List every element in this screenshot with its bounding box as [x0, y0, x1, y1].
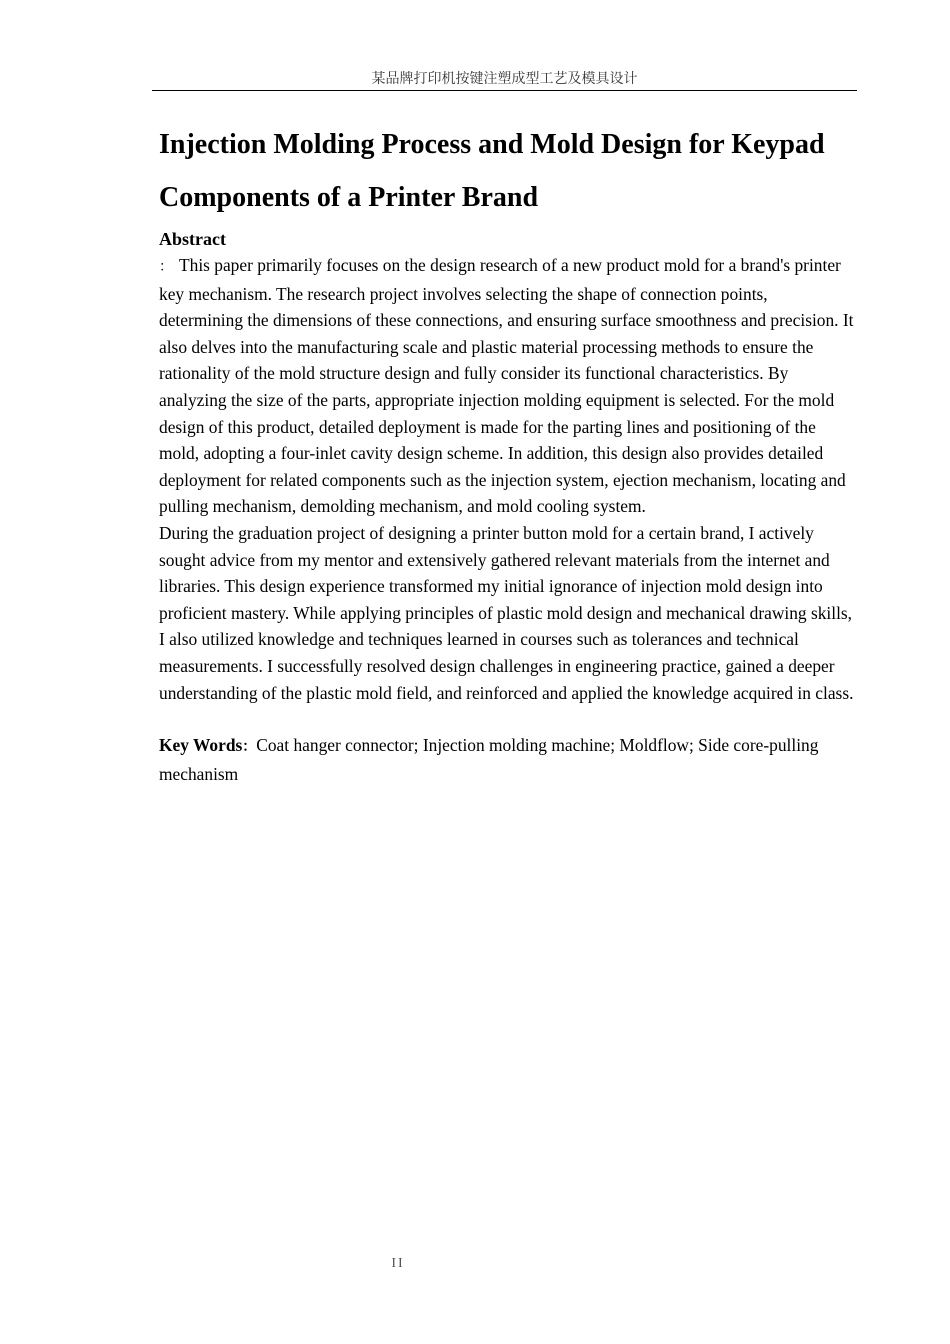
keywords-text: Coat hanger connector; Injection molding machine; Moldflow; Side core-pulling mechanism [159, 735, 819, 784]
abstract-paragraph-1-text: This paper primarily focuses on the design research of a new product mold for a brand's printer key mechanism. The research project involves selecting the shape of connection points, determining the dimensions of these connections, and ensuring surface smoothness and precision. It also delves into the manufacturing scale and plastic material processing methods to ensure the rationality of the mold structure design and fully consider its functional characteristics. By analyzing the size of the parts, appropriate injection molding equipment is selected. For the mold design of this product, detailed deployment is made for the parting lines and positioning of the mold, adopting a four-inlet cavity design scheme. In addition, this design also provides detailed deployment for related components such as the injection system, ejection mechanism, locating and pulling mechanism, demolding mechanism, and mold cooling system. [159, 255, 854, 517]
document-title-line1: Injection Molding Process and Mold Design for Keypad [159, 129, 825, 160]
document-title-line2: Components of a Printer Brand [159, 182, 539, 213]
page-content [159, 118, 854, 787]
document-title [159, 118, 854, 224]
abstract-paragraph-2: During the graduation project of designing a printer button mold for a certain brand, I actively sought advice from my mentor and extensively gathered relevant materials from the internet and libraries. This design experience transformed my initial ignorance of injection mold design into proficient mastery. While applying principles of plastic mold design and mechanical drawing skills, I also utilized knowledge and techniques learned in courses such as tolerances and technical measurements. I successfully resolved design challenges in engineering practice, gained a deeper understanding of the plastic mold field, and reinforced and applied the knowledge acquired in class. [159, 522, 854, 703]
abstract-paragraph-1 [159, 252, 854, 520]
keywords-label: Key Words [159, 735, 243, 756]
running-header-title: 某品牌打印机按键注塑成型工艺及模具设计 [371, 71, 638, 87]
page-number: II [391, 1256, 405, 1271]
keywords-colon: ： [242, 739, 257, 756]
abstract-colon: ： [159, 259, 173, 275]
keywords [159, 732, 854, 787]
running-header [152, 68, 857, 91]
abstract-heading: Abstract [159, 229, 226, 249]
